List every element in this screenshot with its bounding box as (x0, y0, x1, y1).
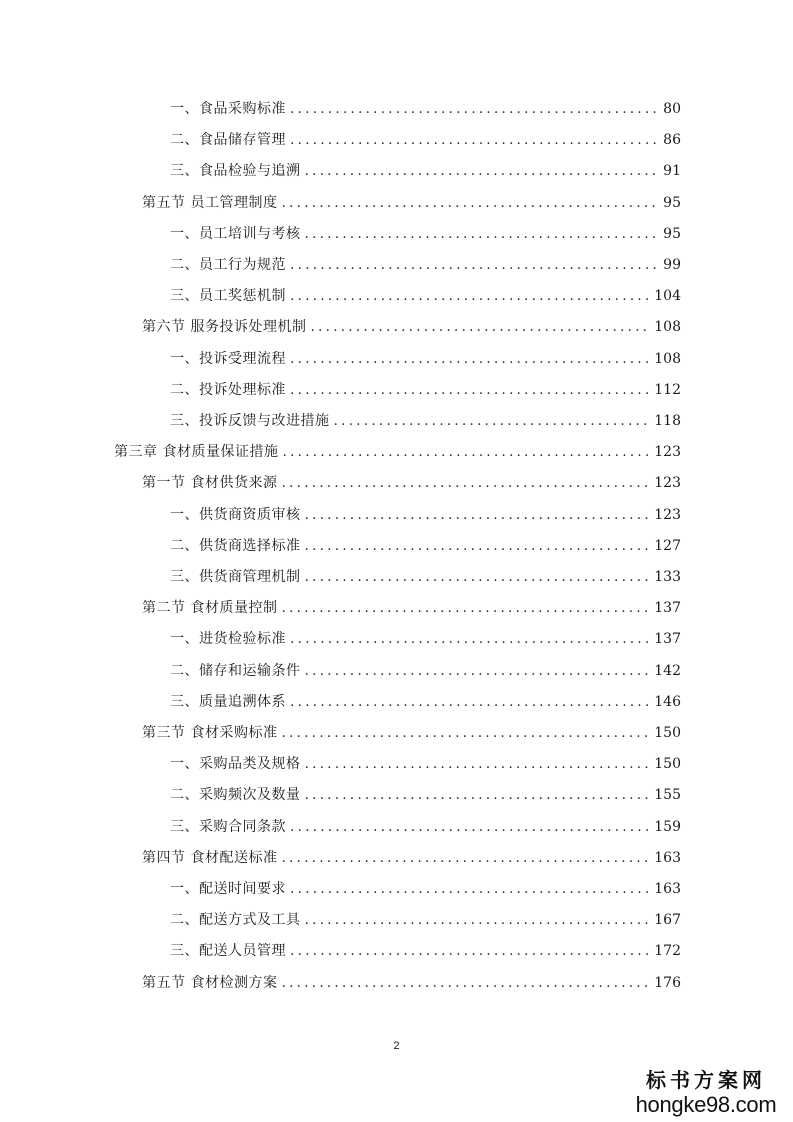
toc-entry-title: 三、供货商管理机制 (170, 569, 301, 585)
toc-entry[interactable] (170, 689, 681, 715)
toc-dot-leader (290, 96, 657, 122)
toc-entry-title: 一、配送时间要求 (170, 881, 286, 897)
toc-entry-title: 第五节 食材检测方案 (142, 974, 278, 991)
toc-entry-page: 108 (654, 319, 681, 336)
toc-section-entry[interactable] (142, 845, 681, 871)
watermark-chinese-text: 标书方案网 (646, 1068, 766, 1092)
toc-chapter-entry[interactable] (114, 439, 681, 465)
toc-dot-leader (290, 876, 648, 902)
toc-entry-page: 137 (654, 600, 681, 617)
toc-dot-leader (305, 907, 649, 933)
toc-dot-leader (305, 751, 649, 777)
toc-entry[interactable] (170, 221, 681, 247)
toc-entry-page: 167 (654, 912, 681, 929)
toc-entry-page: 176 (654, 974, 681, 991)
toc-entry-page: 99 (663, 257, 681, 273)
toc-section-entry[interactable] (142, 314, 681, 340)
toc-entry-page: 146 (654, 693, 681, 710)
toc-entry-page: 127 (654, 537, 681, 554)
toc-entry-title: 第二节 食材质量控制 (142, 600, 278, 617)
toc-entry[interactable] (170, 408, 681, 434)
toc-entry-page: 104 (654, 288, 681, 305)
toc-entry[interactable] (170, 346, 681, 372)
toc-entry-title: 三、员工奖惩机制 (170, 288, 286, 305)
toc-entry-title: 第五节 员工管理制度 (142, 194, 278, 211)
toc-dot-leader (290, 283, 648, 309)
toc-entry-title: 一、投诉受理流程 (170, 350, 286, 367)
toc-dot-leader (290, 377, 648, 403)
toc-entry-title: 二、储存和运输条件 (170, 662, 301, 679)
toc-entry-title: 第一节 食材供货来源 (142, 475, 278, 492)
toc-entry-title: 一、员工培训与考核 (170, 225, 301, 242)
toc-entry[interactable] (170, 658, 681, 684)
toc-entry-title: 一、采购品类及规格 (170, 756, 301, 773)
toc-entry[interactable] (170, 127, 681, 153)
toc-entry-title: 二、食品储存管理 (170, 132, 286, 149)
toc-entry-title: 三、食品检验与追溯 (170, 163, 301, 180)
toc-dot-leader (305, 502, 649, 528)
toc-entry-page: 123 (654, 506, 681, 523)
toc-entry-page: 142 (654, 662, 681, 679)
toc-dot-leader (310, 314, 648, 340)
toc-section-entry[interactable] (142, 720, 681, 746)
toc-dot-leader (290, 938, 648, 964)
toc-dot-leader (305, 533, 649, 559)
watermark-url-text: hongke98.com (635, 1092, 777, 1117)
toc-dot-leader (290, 689, 648, 715)
toc-entry-page: 80 (663, 101, 681, 117)
toc-dot-leader (290, 127, 657, 153)
toc-entry-title: 二、采购频次及数量 (170, 787, 301, 804)
toc-entry[interactable] (170, 626, 681, 652)
toc-dot-leader (281, 470, 648, 496)
toc-dot-leader (281, 720, 648, 746)
toc-dot-leader (290, 814, 648, 840)
toc-entry-title: 二、投诉处理标准 (170, 381, 286, 398)
toc-entry[interactable] (170, 782, 681, 808)
toc-entry-page: 172 (654, 943, 681, 960)
toc-dot-leader (305, 158, 658, 184)
toc-dot-leader (281, 190, 657, 216)
toc-entry-page: 123 (654, 475, 681, 492)
toc-entry[interactable] (170, 283, 681, 309)
toc-entry[interactable] (170, 814, 681, 840)
toc-entry-title: 三、配送人员管理 (170, 943, 286, 960)
toc-entry[interactable] (170, 252, 681, 278)
toc-entry[interactable] (170, 502, 681, 528)
toc-section-entry[interactable] (142, 190, 681, 216)
toc-dot-leader (305, 221, 658, 247)
toc-entry-title: 第六节 服务投诉处理机制 (142, 319, 307, 336)
toc-entry-page: 150 (654, 756, 681, 773)
page-number: 2 (393, 1040, 400, 1052)
toc-entry[interactable] (170, 158, 681, 184)
toc-dot-leader (281, 845, 648, 871)
toc-entry-title: 三、投诉反馈与改进措施 (170, 413, 330, 429)
toc-dot-leader (305, 782, 649, 808)
toc-entry-page: 155 (654, 787, 681, 804)
toc-entry-page: 95 (663, 194, 681, 211)
toc-entry-page: 133 (654, 569, 681, 585)
toc-entry-title: 第三节 食材采购标准 (142, 725, 278, 741)
toc-entry-title: 三、采购合同条款 (170, 818, 286, 835)
toc-entry-title: 第四节 食材配送标准 (142, 849, 278, 866)
toc-entry-page: 118 (654, 413, 681, 429)
toc-entry[interactable] (170, 564, 681, 590)
toc-entry[interactable] (170, 377, 681, 403)
toc-entry[interactable] (170, 938, 681, 964)
toc-dot-leader (281, 595, 648, 621)
toc-entry-page: 108 (654, 350, 681, 367)
toc-entry-page: 150 (654, 725, 681, 741)
toc-entry-page: 163 (654, 881, 681, 897)
toc-entry-page: 163 (654, 849, 681, 866)
toc-entry[interactable] (170, 751, 681, 777)
toc-entry-page: 123 (654, 444, 681, 461)
toc-entry-page: 95 (663, 225, 681, 242)
toc-dot-leader (281, 970, 648, 996)
toc-entry-title: 二、员工行为规范 (170, 257, 286, 273)
toc-entry-page: 159 (654, 818, 681, 835)
toc-dot-leader (334, 408, 649, 434)
toc-entry-page: 86 (663, 132, 681, 149)
toc-entry-title: 一、供货商资质审核 (170, 506, 301, 523)
toc-entry[interactable] (170, 876, 681, 902)
toc-dot-leader (305, 564, 649, 590)
toc-dot-leader (282, 439, 648, 465)
toc-entry-page: 112 (654, 381, 681, 398)
toc-dot-leader (290, 252, 657, 278)
toc-entry-title: 一、食品采购标准 (170, 101, 286, 117)
toc-entry-page: 137 (654, 631, 681, 648)
toc-entry-page: 91 (663, 163, 681, 180)
toc-entry[interactable] (170, 907, 681, 933)
toc-entry-title: 三、质量追溯体系 (170, 693, 286, 710)
toc-entry-title: 第三章 食材质量保证措施 (114, 444, 279, 461)
toc-entry-title: 二、供货商选择标准 (170, 537, 301, 554)
toc-dot-leader (290, 346, 648, 372)
toc-entry[interactable] (170, 533, 681, 559)
toc-section-entry[interactable] (142, 470, 681, 496)
toc-entry[interactable] (170, 96, 681, 122)
site-watermark (631, 1070, 781, 1116)
toc-section-entry[interactable] (142, 595, 681, 621)
toc-entry-title: 一、进货检验标准 (170, 631, 286, 648)
toc-section-entry[interactable] (142, 970, 681, 996)
toc-entry-title: 二、配送方式及工具 (170, 912, 301, 929)
toc-dot-leader (290, 626, 648, 652)
toc-dot-leader (305, 658, 649, 684)
